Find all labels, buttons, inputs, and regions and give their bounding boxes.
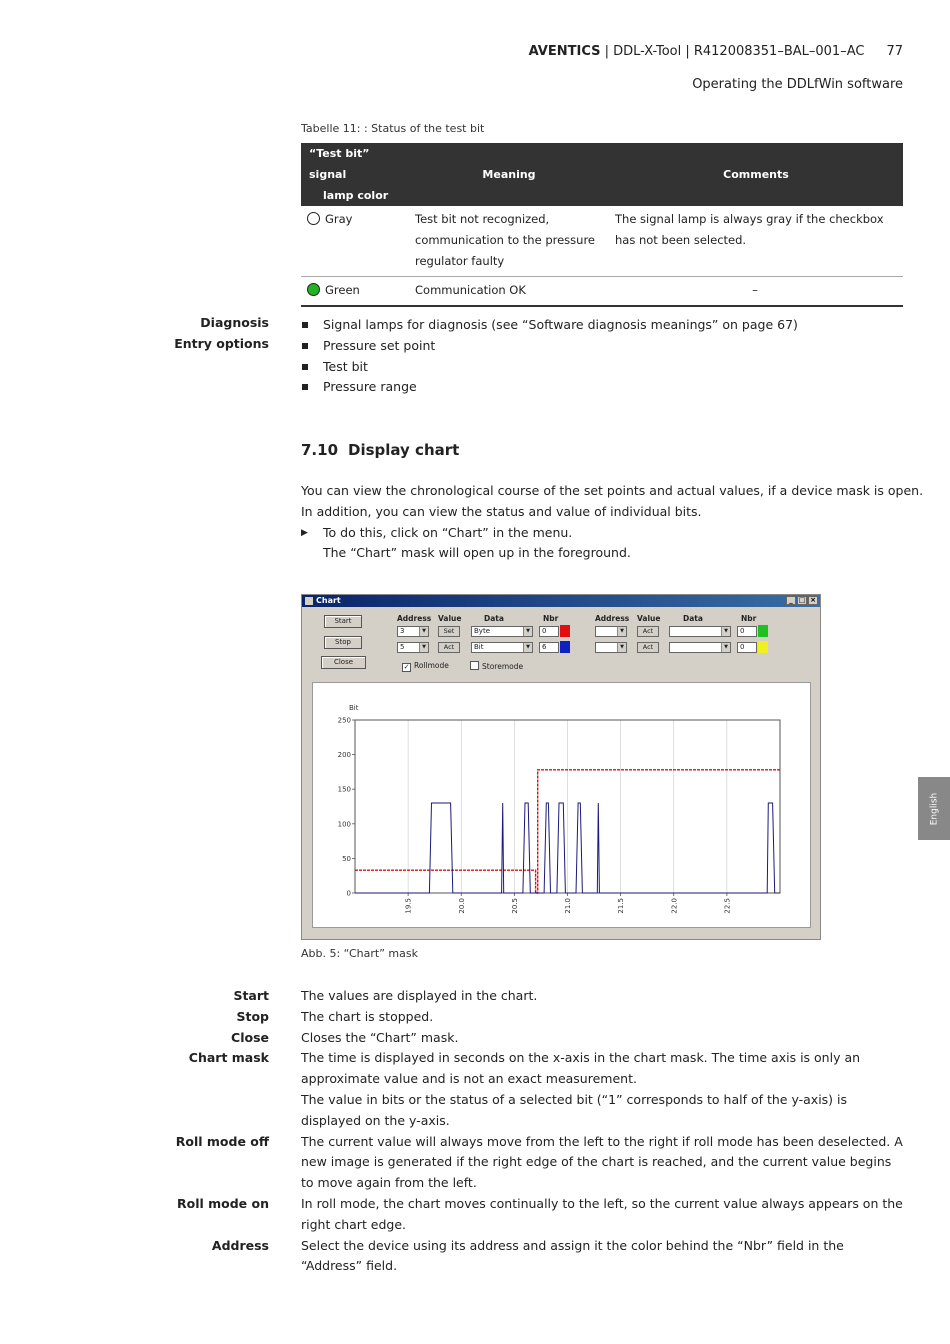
- status-table: [301, 143, 903, 307]
- nbr-field[interactable]: 6: [539, 642, 559, 653]
- checkmark-icon: ✓: [403, 663, 410, 671]
- y-tick-label: 150: [337, 785, 351, 794]
- y-tick-label: 0: [346, 889, 351, 898]
- red-color-swatch: [560, 625, 570, 637]
- window-icon: [305, 597, 313, 605]
- data-header: Data: [484, 614, 504, 623]
- definition-term: Close: [231, 1029, 269, 1045]
- set-button[interactable]: Set: [438, 626, 460, 637]
- list-item: Test bit: [301, 357, 798, 378]
- list-item: Pressure range: [301, 377, 798, 398]
- x-tick-label: 21.5: [617, 898, 626, 914]
- data-select[interactable]: Byte ▼: [471, 626, 533, 637]
- meaning-cell: Communication OK: [409, 277, 609, 307]
- definition-text: [301, 1048, 903, 1131]
- table-row: [301, 277, 903, 307]
- definition-line: The time is displayed in seconds on the x-axis in the chart mask. The time axis is only an approximate value and is not an exact measurement.: [301, 1050, 861, 1087]
- definition-row: [0, 1007, 950, 1028]
- x-tick-label: 20.0: [457, 898, 466, 914]
- y-tick-label: 200: [337, 751, 351, 760]
- page-header: [529, 44, 903, 59]
- address-header: Address: [397, 614, 432, 623]
- definition-line: The current value will always move from the left to the right if roll mode has been deselected. A new image is generated if the right edge of the chart is reached, and the current value begins to move again from the left.: [301, 1133, 903, 1191]
- act-button[interactable]: Act: [637, 626, 659, 637]
- instruction-step: ▶ To do this, click on “Chart” in the menu.: [301, 523, 923, 544]
- chevron-down-icon: ▼: [419, 643, 428, 652]
- definition-row: [0, 1236, 950, 1278]
- close-window-button[interactable]: ×: [808, 596, 818, 605]
- storemode-checkbox[interactable]: Storemode: [470, 661, 523, 671]
- yellow-color-swatch: [758, 641, 768, 653]
- document-id: | DDL-X-Tool | R412008351–BAL–001–AC: [600, 44, 865, 59]
- arrow-right-icon: ▶: [301, 527, 308, 538]
- comment-cell: –: [609, 277, 903, 307]
- window-titlebar: Chart _ □ ×: [302, 595, 820, 607]
- rollmode-checkbox[interactable]: ✓ Rollmode: [403, 661, 449, 671]
- table-row: [301, 206, 903, 277]
- definition-line: In roll mode, the chart moves continually to the left, so the current value always appears on the right chart edge.: [301, 1195, 903, 1232]
- chart-plot-area: [312, 682, 811, 928]
- blue-color-swatch: [560, 641, 570, 653]
- definition-term: Chart mask: [188, 1050, 269, 1066]
- act-button[interactable]: Act: [637, 642, 659, 653]
- minimize-button[interactable]: _: [786, 596, 796, 605]
- table-header-meaning: Meaning: [409, 143, 609, 206]
- green-lamp-icon: [307, 283, 320, 296]
- definition-line: The value in bits or the status of a selected bit (“1” corresponds to half of the y-axis) is displayed on the y-axis.: [301, 1091, 848, 1128]
- chevron-down-icon: ▼: [523, 627, 532, 636]
- definition-text: [301, 986, 903, 1007]
- data-select[interactable]: [669, 642, 731, 653]
- chart-window: [301, 594, 821, 940]
- chevron-down-icon: ▼: [523, 643, 532, 652]
- x-tick-label: 19.5: [404, 898, 413, 914]
- chevron-down-icon: ▼: [721, 643, 730, 652]
- address-select[interactable]: 5 ▼: [397, 642, 429, 653]
- definition-term: Roll mode off: [175, 1133, 269, 1149]
- table-caption: Tabelle 11: : Status of the test bit: [301, 122, 485, 135]
- diagnosis-label: Diagnosis: [200, 315, 269, 330]
- x-tick-label: 21.0: [564, 898, 572, 914]
- definition-row: [0, 986, 950, 1007]
- y-tick-label: 250: [337, 716, 351, 725]
- start-button[interactable]: Start: [324, 615, 362, 628]
- green-color-swatch: [758, 625, 768, 637]
- address-select[interactable]: [595, 642, 627, 653]
- chevron-down-icon: ▼: [721, 627, 730, 636]
- section-heading: 7.10 Display chart: [301, 441, 460, 459]
- comment-cell: The signal lamp is always gray if the checkbox has not been selected.: [609, 206, 903, 277]
- definition-text: [301, 1028, 903, 1049]
- table-header-comments: Comments: [609, 143, 903, 206]
- definition-row: [0, 1048, 950, 1131]
- definition-term: Stop: [236, 1008, 269, 1024]
- definition-term: Start: [233, 988, 269, 1003]
- line-chart: [313, 683, 810, 927]
- meaning-cell: Test bit not recognized, communication to the pressure regulator faulty: [409, 206, 609, 277]
- maximize-button[interactable]: □: [798, 596, 806, 604]
- definition-term: Roll mode on: [176, 1195, 269, 1211]
- definition-line: Closes the “Chart” mask.: [301, 1029, 459, 1045]
- definition-text: [301, 1007, 903, 1028]
- definition-row: [0, 1132, 950, 1194]
- definition-text: [301, 1132, 903, 1194]
- y-tick-label: 100: [337, 820, 351, 829]
- intro-paragraph: You can view the chronological course of the set points and actual values, if a device mask is open. In addition, you can view the status and value of individual bits. ▶ To do this, click on “Chart” in the menu. The “Chart” mask will open up in the foreground.: [301, 481, 923, 564]
- address-header: Address: [595, 614, 630, 623]
- definition-row: [0, 1028, 950, 1049]
- language-tab: English: [918, 777, 950, 840]
- definition-line: The chart is stopped.: [301, 1008, 434, 1024]
- definition-term: Address: [211, 1237, 269, 1253]
- nbr-field[interactable]: 0: [539, 626, 559, 637]
- brand-name: AVENTICS: [528, 44, 601, 59]
- nbr-header: Nbr: [741, 614, 757, 623]
- x-tick-label: 22.0: [670, 898, 679, 914]
- nbr-field[interactable]: 0: [737, 642, 757, 653]
- x-tick-label: 22.5: [723, 898, 732, 914]
- value-header: Value: [438, 614, 462, 623]
- gray-lamp-icon: [307, 212, 320, 225]
- lamp-cell: Gray: [301, 206, 409, 277]
- x-tick-label: 20.5: [510, 898, 519, 914]
- y-axis-label: Bit: [349, 704, 359, 712]
- chevron-down-icon: ▼: [617, 643, 626, 652]
- value-header: Value: [637, 614, 661, 623]
- data-select[interactable]: Bit ▼: [471, 642, 533, 653]
- nbr-field[interactable]: 0: [737, 626, 757, 637]
- close-button[interactable]: Close: [321, 656, 366, 669]
- instruction-result: The “Chart” mask will open up in the foreground.: [323, 545, 631, 561]
- list-item: Pressure set point: [301, 336, 798, 357]
- definition-line: The values are displayed in the chart.: [301, 988, 538, 1003]
- stop-button[interactable]: Stop: [324, 636, 362, 649]
- definition-row: [0, 1194, 950, 1236]
- chevron-down-icon: ▼: [419, 627, 428, 636]
- chevron-down-icon: ▼: [617, 627, 626, 636]
- address-select[interactable]: [595, 626, 627, 637]
- definition-line: Select the device using its address and assign it the color behind the “Nbr” field in the “Address” field.: [301, 1237, 844, 1274]
- act-button[interactable]: Act: [438, 642, 460, 653]
- list-item: Signal lamps for diagnosis (see “Software diagnosis meanings” on page 67): [301, 315, 798, 336]
- nbr-header: Nbr: [543, 614, 559, 623]
- entry-options-label: Entry options: [174, 336, 269, 351]
- address-select[interactable]: 3 ▼: [397, 626, 429, 637]
- definition-text: [301, 1236, 903, 1278]
- data-select[interactable]: [669, 626, 731, 637]
- y-tick-label: 50: [342, 854, 351, 863]
- definition-text: [301, 1194, 903, 1236]
- data-header: Data: [683, 614, 703, 623]
- page-number: 77: [886, 44, 903, 59]
- chapter-title: Operating the DDLfWin software: [692, 77, 903, 92]
- table-header-lamp: “Test bit” signal lamp color: [301, 143, 409, 206]
- bullet-list: [301, 315, 798, 398]
- figure-caption: Abb. 5: “Chart” mask: [301, 947, 418, 960]
- lamp-cell: Green: [301, 277, 409, 307]
- definition-list: [0, 986, 950, 1277]
